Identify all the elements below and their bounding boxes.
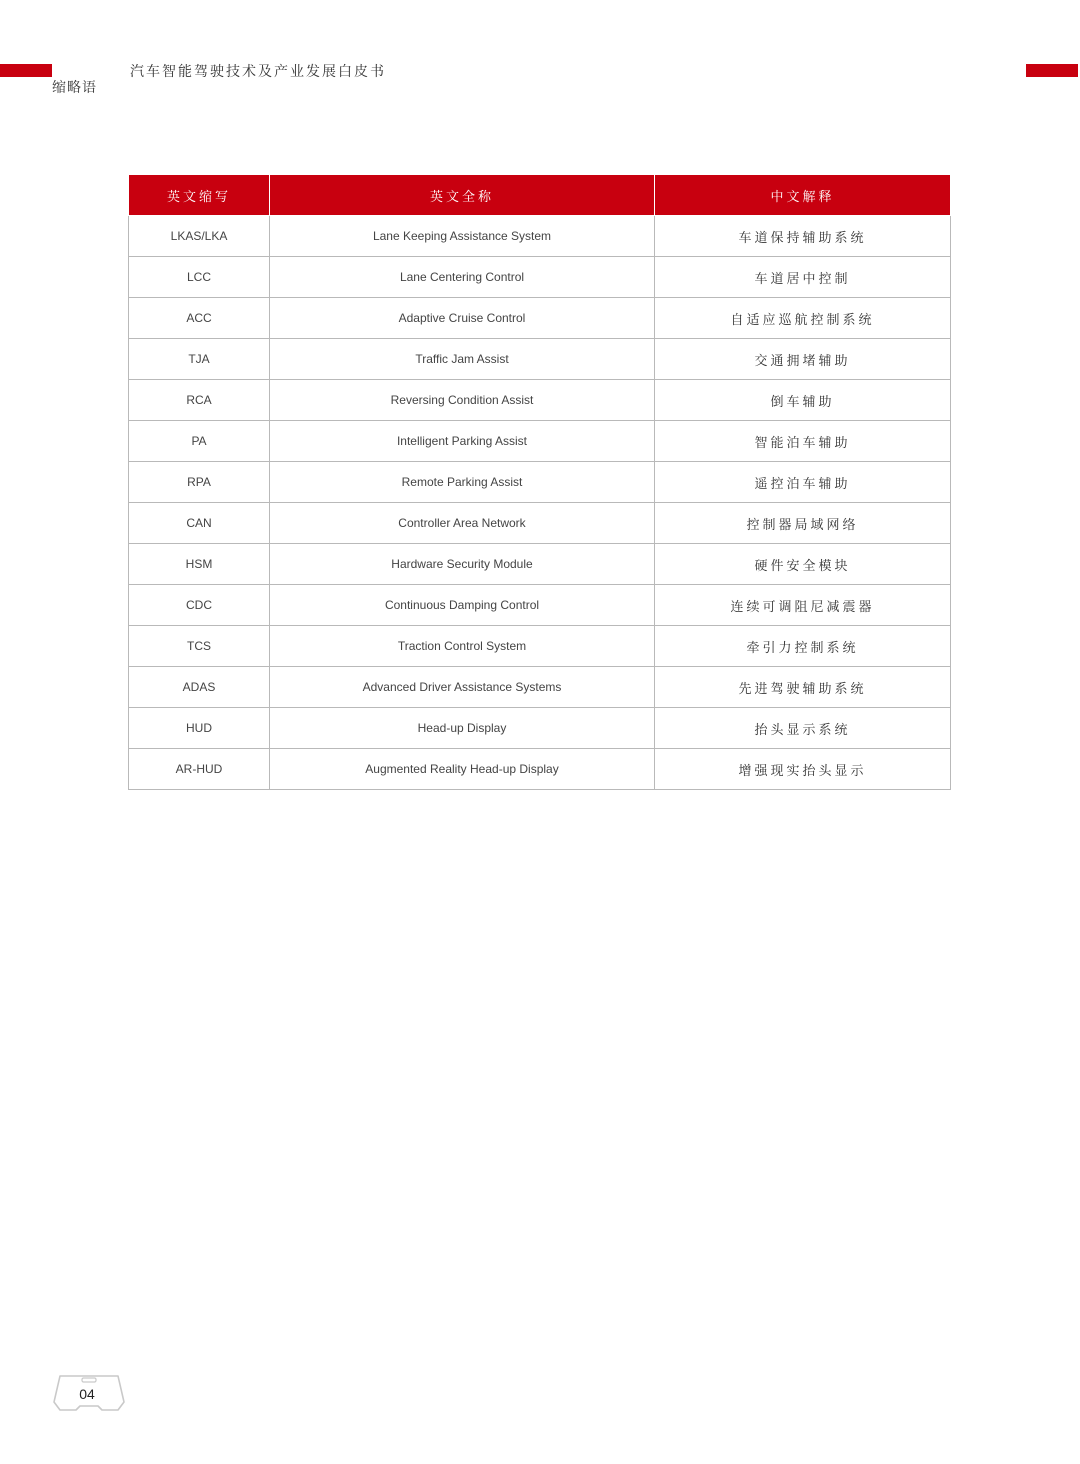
abbr-cell: TCS [129,626,270,667]
full-name-cell: Adaptive Cruise Control [270,298,655,339]
table-row [129,503,951,544]
chinese-cell: 遥控泊车辅助 [655,462,951,503]
abbr-cell: HUD [129,708,270,749]
abbr-cell: LKAS/LKA [129,216,270,257]
full-name-cell: Traffic Jam Assist [270,339,655,380]
table-row [129,749,951,790]
full-name-cell: Continuous Damping Control [270,585,655,626]
full-name-cell: Reversing Condition Assist [270,380,655,421]
abbr-cell: PA [129,421,270,462]
table-header-row [129,175,951,216]
abbr-cell: ADAS [129,667,270,708]
chinese-cell: 连续可调阻尼减震器 [655,585,951,626]
abbr-cell: AR-HUD [129,749,270,790]
table-row [129,462,951,503]
chinese-cell: 车道居中控制 [655,257,951,298]
full-name-cell: Lane Keeping Assistance System [270,216,655,257]
table-row [129,339,951,380]
document-title: 汽车智能驾驶技术及产业发展白皮书 [130,64,386,80]
full-name-cell: Intelligent Parking Assist [270,421,655,462]
table-row [129,298,951,339]
full-name-cell: Hardware Security Module [270,544,655,585]
chinese-cell: 倒车辅助 [655,380,951,421]
column-header-cn: 中文解释 [655,175,951,216]
abbr-cell: CAN [129,503,270,544]
chinese-cell: 增强现实抬头显示 [655,749,951,790]
table-row [129,708,951,749]
full-name-cell: Remote Parking Assist [270,462,655,503]
full-name-cell: Advanced Driver Assistance Systems [270,667,655,708]
full-name-cell: Controller Area Network [270,503,655,544]
header-accent-bar-right [1026,64,1078,77]
chinese-cell: 车道保持辅助系统 [655,216,951,257]
section-label: 缩略语 [52,80,97,96]
chinese-cell: 先进驾驶辅助系统 [655,667,951,708]
chinese-cell: 抬头显示系统 [655,708,951,749]
page-number: 04 [79,1386,95,1402]
full-name-cell: Head-up Display [270,708,655,749]
column-header-full: 英文全称 [270,175,655,216]
table-row [129,216,951,257]
chinese-cell: 智能泊车辅助 [655,421,951,462]
abbreviations-table [128,174,951,790]
table-row [129,421,951,462]
full-name-cell: Traction Control System [270,626,655,667]
abbr-cell: TJA [129,339,270,380]
table-row [129,257,951,298]
abbr-cell: RPA [129,462,270,503]
full-name-cell: Augmented Reality Head-up Display [270,749,655,790]
page-number-badge [52,1372,126,1416]
abbr-cell: HSM [129,544,270,585]
chinese-cell: 自适应巡航控制系统 [655,298,951,339]
table-row [129,626,951,667]
full-name-cell: Lane Centering Control [270,257,655,298]
column-header-abbr: 英文缩写 [129,175,270,216]
abbr-cell: CDC [129,585,270,626]
table-row [129,544,951,585]
chinese-cell: 交通拥堵辅助 [655,339,951,380]
table-row [129,585,951,626]
abbr-cell: RCA [129,380,270,421]
chinese-cell: 硬件安全模块 [655,544,951,585]
chinese-cell: 控制器局域网络 [655,503,951,544]
table-row [129,667,951,708]
abbr-cell: LCC [129,257,270,298]
abbr-cell: ACC [129,298,270,339]
header-accent-bar-left [0,64,52,77]
table-row [129,380,951,421]
chinese-cell: 牵引力控制系统 [655,626,951,667]
